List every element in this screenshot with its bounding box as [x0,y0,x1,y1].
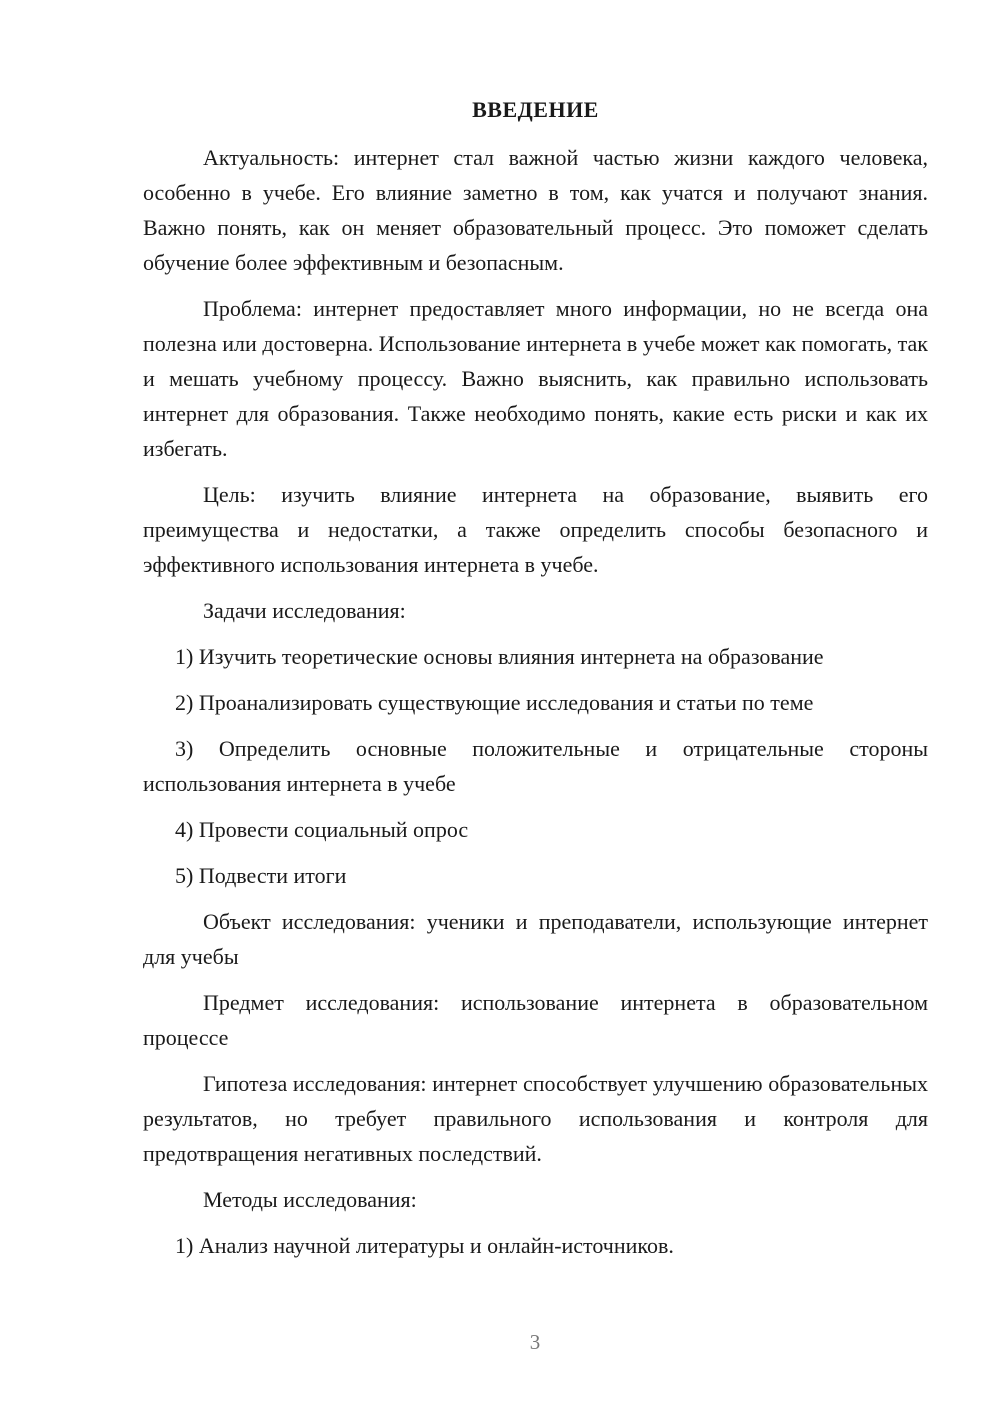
task-item: 2) Проанализировать существующие исследования и статьи по теме [175,690,814,715]
object-paragraph: Объект исследования: ученики и преподаватели, использующие интернет для учебы [143,909,928,969]
section-title: ВВЕДЕНИЕ [472,97,599,122]
task-item: 5) Подвести итоги [175,863,347,888]
task-item: 3) Определить основные положительные и отрицательные стороны использования интернета в учебе [143,736,928,796]
subject-paragraph: Предмет исследования: использование интернета в образовательном процессе [143,990,928,1050]
methods-heading: Методы исследования: [203,1187,417,1212]
goal-paragraph: Цель: изучить влияние интернета на образование, выявить его преимущества и недостатки, а также определить способы безопасного и эффективного использования интернета в учебе. [143,482,928,577]
problem-paragraph: Проблема: интернет предоставляет много информации, но не всегда она полезна или достоверна. Использование интернета в учебе может как помогать, так и мешать учебному процессу. Важно выяснить, как правильно использовать интернет для образования. Также необходимо понять, какие есть риски и как их избегать. [143,296,928,461]
document-page [143,92,928,1274]
relevance-paragraph: Актуальность: интернет стал важной частью жизни каждого человека, особенно в учебе. Его влияние заметно в том, как учатся и получают знания. Важно понять, как он меняет образовательный процесс. Это поможет сделать обучение более эффективным и безопасным. [143,145,928,275]
task-item: 1) Изучить теоретические основы влияния интернета на образование [175,644,824,669]
tasks-heading: Задачи исследования: [203,598,406,623]
method-item: 1) Анализ научной литературы и онлайн-источников. [175,1233,674,1258]
page-number: 3 [529,1330,541,1354]
task-item: 4) Провести социальный опрос [175,817,469,842]
hypothesis-paragraph: Гипотеза исследования: интернет способствует улучшению образовательных результатов, но требует правильного использования и контроля для предотвращения негативных последствий. [143,1071,928,1166]
